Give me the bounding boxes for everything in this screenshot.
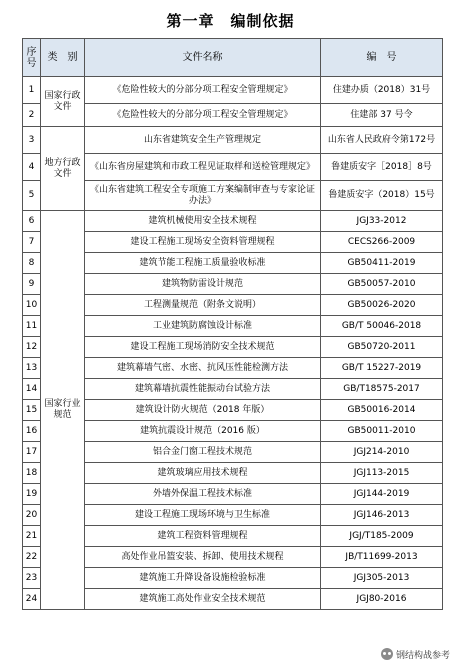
row-name: 《危险性较大的分部分项工程安全管理规定》 [85,77,321,104]
row-code: 住建部 37 号令 [321,104,443,127]
table-row [23,547,443,568]
row-no: 13 [23,358,41,379]
row-name: 建筑施工升降设备设施检验标准 [85,568,321,589]
row-no: 17 [23,442,41,463]
row-name: 工业建筑防腐蚀设计标准 [85,316,321,337]
header-code: 编 号 [321,39,443,77]
row-name: 《山东省房屋建筑和市政工程见证取样和送检管理规定》 [85,154,321,181]
table-row [23,154,443,181]
table-row [23,379,443,400]
table-row [23,295,443,316]
row-code: 山东省人民政府令第172号 [321,127,443,154]
wechat-icon [381,648,393,660]
row-code: GB50026-2020 [321,295,443,316]
table-row [23,337,443,358]
table-row [23,211,443,232]
row-code: GB50411-2019 [321,253,443,274]
row-no: 21 [23,526,41,547]
row-no: 12 [23,337,41,358]
row-name: 建筑物防雷设计规范 [85,274,321,295]
row-name: 铝合金门窗工程技术规范 [85,442,321,463]
header-category: 类 别 [41,39,85,77]
row-code: GB50016-2014 [321,400,443,421]
row-name: 建筑抗震设计规范（2016 版） [85,421,321,442]
row-no: 16 [23,421,41,442]
row-no: 18 [23,463,41,484]
row-code: CECS266-2009 [321,232,443,253]
row-name: 建设工程施工现场环境与卫生标准 [85,505,321,526]
row-code: JGJ113-2015 [321,463,443,484]
row-no: 1 [23,77,41,104]
row-code: JGJ144-2019 [321,484,443,505]
row-no: 22 [23,547,41,568]
row-name: 建筑幕墙抗震性能振动台试验方法 [85,379,321,400]
row-code: GB/T 50046-2018 [321,316,443,337]
row-code: JGJ146-2013 [321,505,443,526]
row-no: 8 [23,253,41,274]
table-header-row [23,39,443,77]
header-name: 文件名称 [85,39,321,77]
row-no: 15 [23,400,41,421]
row-name: 建筑机械使用安全技术规程 [85,211,321,232]
row-no: 14 [23,379,41,400]
row-name: 建筑设计防火规范（2018 年版） [85,400,321,421]
row-no: 5 [23,181,41,211]
row-code: 住建办质（2018）31号 [321,77,443,104]
row-name: 建筑施工高处作业安全技术规范 [85,589,321,610]
table-row [23,421,443,442]
row-code: JGJ305-2013 [321,568,443,589]
row-name: 建设工程施工现场安全资料管理规程 [85,232,321,253]
table-row [23,526,443,547]
page-title: 第一章 编制依据 [166,12,295,30]
row-no: 6 [23,211,41,232]
category-cell: 国家行政文件 [41,77,85,127]
row-name: 建筑幕墙气密、水密、抗风压性能检测方法 [85,358,321,379]
row-code: GB/T18575-2017 [321,379,443,400]
row-no: 24 [23,589,41,610]
table-row [23,400,443,421]
row-code: 鲁建质安字［2018］8号 [321,154,443,181]
table-row [23,442,443,463]
row-code: JGJ80-2016 [321,589,443,610]
row-no: 2 [23,104,41,127]
row-name: 工程测量规范（附条文说明） [85,295,321,316]
table-row [23,484,443,505]
table-row [23,232,443,253]
row-no: 9 [23,274,41,295]
table-row [23,589,443,610]
table-row [23,274,443,295]
watermark [378,646,453,662]
table-row [23,316,443,337]
row-code: 鲁建质安字（2018）15号 [321,181,443,211]
table-row [23,253,443,274]
document-table [22,38,443,610]
row-name: 建筑节能工程施工质量验收标准 [85,253,321,274]
table-row [23,127,443,154]
table-row [23,463,443,484]
table-row [23,104,443,127]
row-code: GB50057-2010 [321,274,443,295]
watermark-text: 钢结构战参考 [395,650,450,661]
header-no: 序号 [23,39,41,77]
row-code: JB/T11699-2013 [321,547,443,568]
row-name: 《危险性较大的分部分项工程安全管理规定》 [85,104,321,127]
table-row [23,505,443,526]
row-no: 7 [23,232,41,253]
category-cell: 地方行政文件 [41,127,85,211]
row-name: 山东省建筑安全生产管理规定 [85,127,321,154]
row-name: 外墙外保温工程技术标准 [85,484,321,505]
row-code: JGJ214-2010 [321,442,443,463]
table-row [23,181,443,211]
table-row [23,568,443,589]
row-name: 建筑工程资料管理规程 [85,526,321,547]
row-code: GB50011-2010 [321,421,443,442]
category-cell: 国家行业规范 [41,211,85,610]
row-code: GB50720-2011 [321,337,443,358]
row-no: 20 [23,505,41,526]
row-code: JGJ33-2012 [321,211,443,232]
row-name: 《山东省建筑工程安全专项施工方案编制审查与专家论证办法》 [85,181,321,211]
row-no: 4 [23,154,41,181]
row-name: 高处作业吊篮安装、拆卸、使用技术规程 [85,547,321,568]
row-no: 23 [23,568,41,589]
row-no: 10 [23,295,41,316]
row-code: JGJ/T185-2009 [321,526,443,547]
table-row [23,77,443,104]
row-name: 建筑玻璃应用技术规程 [85,463,321,484]
table-row [23,358,443,379]
row-name: 建设工程施工现场消防安全技术规范 [85,337,321,358]
row-code: GB/T 15227-2019 [321,358,443,379]
row-no: 19 [23,484,41,505]
row-no: 11 [23,316,41,337]
row-no: 3 [23,127,41,154]
